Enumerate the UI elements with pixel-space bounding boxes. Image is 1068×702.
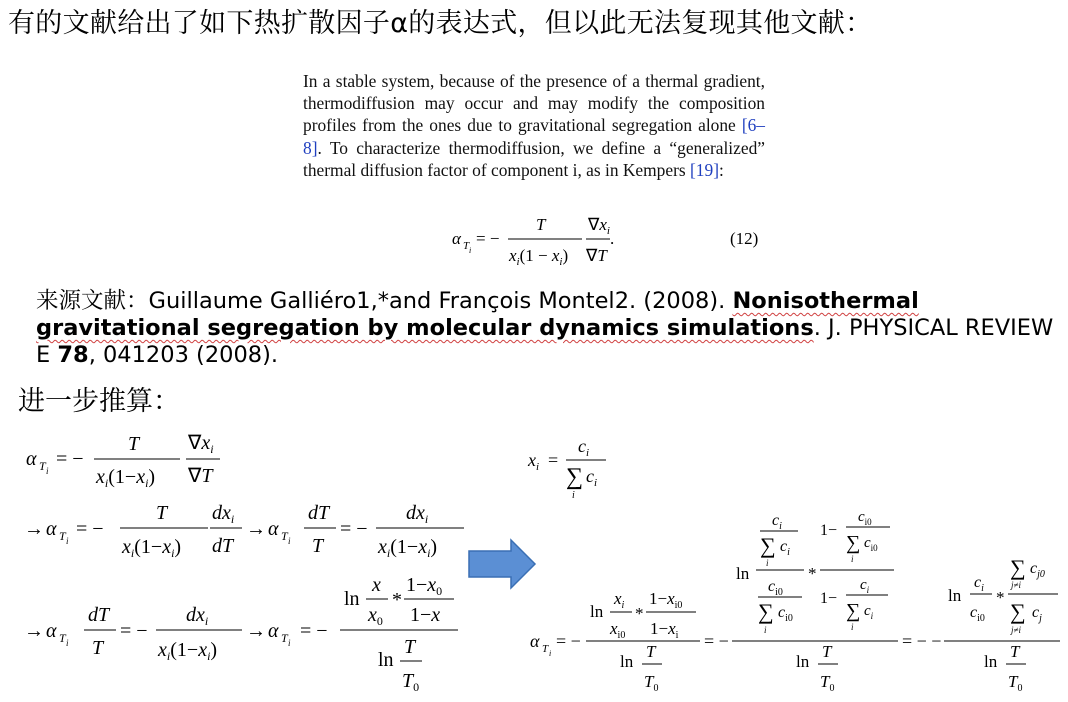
svg-text:ci0: $c_{i0}$	[768, 578, 783, 598]
svg-text:dT: dT	[88, 604, 110, 626]
svg-text:xi: $x_i$	[528, 450, 540, 473]
svg-text:dxi: $dx_i$	[186, 604, 209, 628]
source-article-title: Nonisothermal gravitational segregation by molecular dynamics simulations	[36, 288, 919, 341]
derivation-left-equations	[20, 425, 480, 697]
equation-number: (12)	[730, 229, 759, 248]
svg-text:→: →	[246, 518, 266, 540]
svg-text:= −: = −	[76, 518, 104, 540]
svg-text:i: i	[572, 490, 575, 501]
svg-text:xi(1−xi): $x_i(1-x_i)$	[122, 536, 182, 560]
svg-text:i: i	[764, 625, 767, 635]
equation-line-1	[26, 432, 220, 490]
svg-text:1−xi: $1-x_i$	[650, 619, 679, 641]
svg-text:i: i	[46, 466, 49, 476]
svg-text:T: T	[1010, 642, 1020, 661]
svg-text:T: T	[59, 529, 66, 543]
svg-text:T: T	[128, 433, 140, 455]
svg-text:→: →	[246, 620, 266, 642]
mole-fraction-definition	[526, 432, 626, 504]
svg-text:*: *	[996, 588, 1005, 607]
svg-text:α: α	[452, 229, 461, 248]
svg-text:i: i	[469, 246, 472, 255]
svg-text:T0: $T_0$	[644, 672, 659, 694]
svg-text:i: i	[851, 554, 854, 564]
svg-text:T: T	[312, 535, 324, 557]
source-journal: . J. PHYSICAL REVIEW E	[36, 315, 1054, 368]
svg-text:xi(1 − xi): $x_i(1 - x_i)$	[509, 246, 569, 268]
svg-text:ci0: $c_{i0}$	[970, 604, 985, 624]
svg-text:xi(1−xi): $x_i(1-x_i)$	[378, 536, 438, 560]
svg-text:ci: $c_i$	[974, 574, 984, 594]
svg-text:dxi: $dx_i$	[212, 502, 235, 526]
svg-text:= −: = −	[120, 620, 148, 642]
svg-text:ci: $c_i$	[586, 466, 598, 489]
svg-text:i: i	[288, 536, 291, 546]
svg-text:α: α	[46, 620, 57, 642]
svg-text:= −: = −	[556, 631, 581, 651]
svg-text:ln: ln	[378, 649, 394, 671]
svg-text:ln: ln	[984, 652, 998, 671]
svg-text:∑: ∑	[760, 533, 776, 558]
svg-text:T: T	[646, 642, 656, 661]
citation-link-6-8[interactable]: [6–8]	[303, 115, 765, 158]
svg-text:= −: = −	[300, 620, 328, 642]
source-reference	[36, 288, 1056, 369]
excerpt-text-2: . To characterize thermodiffusion, we define a “generalized” thermal diffusion factor of component i, as in Kempers	[303, 137, 765, 180]
svg-text:ln: ln	[948, 586, 962, 605]
excerpt-text-1: In a stable system, because of the presence of a thermal gradient, thermodiffusion may occur and may modify the composition profiles from the ones due to gravitational segregation alone	[303, 71, 765, 136]
svg-text:1−: 1−	[820, 590, 838, 607]
svg-text:T0: $T_0$	[1008, 672, 1023, 694]
svg-text:j≠i: j≠i	[1011, 580, 1021, 590]
svg-text:i: i	[851, 622, 854, 632]
svg-text:ln: ln	[796, 652, 810, 671]
source-volume: 78	[57, 342, 89, 368]
svg-text:T: T	[536, 215, 546, 234]
svg-text:i: i	[766, 558, 769, 568]
svg-text:1−: 1−	[820, 522, 838, 539]
svg-text:ci: $c_i$	[864, 603, 874, 621]
svg-text:∇xi: $\nabla x_i$	[588, 215, 610, 237]
svg-text:T: T	[463, 240, 470, 252]
svg-text:i: i	[66, 536, 69, 546]
svg-text:xi(1−xi): $x_i(1-x_i)$	[158, 639, 218, 663]
svg-text:→: →	[24, 620, 44, 642]
svg-text:= −: = −	[704, 631, 729, 651]
svg-text:∑: ∑	[846, 532, 861, 554]
svg-text:ln: ln	[344, 588, 360, 610]
svg-text:1−x: 1−x	[410, 604, 441, 626]
equation-line-3	[24, 574, 458, 694]
svg-text:= − −: = − −	[902, 631, 942, 651]
svg-text:T: T	[281, 529, 288, 543]
svg-text:cj0: $c_{j0}$	[1030, 560, 1045, 580]
svg-text:ln: ln	[590, 602, 604, 621]
svg-text:α: α	[530, 631, 540, 651]
equation-12	[452, 210, 770, 270]
svg-text:∑: ∑	[566, 464, 584, 490]
svg-text:ci: $c_i$	[780, 538, 790, 558]
svg-text:∇xi: $\nabla x_i$	[188, 432, 214, 456]
svg-text:∑: ∑	[1010, 555, 1026, 580]
svg-text:T: T	[156, 502, 168, 524]
svg-text:1−xi0: $1-x_{i0}$	[649, 589, 683, 611]
svg-text:dT: dT	[212, 535, 234, 557]
svg-text:ci0: $c_{i0}$	[864, 535, 878, 553]
svg-text:α: α	[268, 620, 279, 642]
svg-text:i: i	[549, 649, 552, 658]
svg-text:x0: $x_0$	[368, 604, 383, 628]
svg-text:=: =	[548, 450, 559, 470]
svg-text:.: .	[610, 229, 615, 248]
svg-text:dT: dT	[308, 502, 330, 524]
svg-text:i: i	[288, 638, 291, 648]
excerpt-text-3: :	[719, 159, 724, 180]
svg-text:∑: ∑	[846, 600, 861, 622]
svg-text:∇T: ∇T	[586, 246, 607, 265]
svg-text:T: T	[542, 643, 549, 655]
svg-text:ci0: $c_{i0}$	[778, 604, 793, 624]
svg-text:T: T	[39, 459, 46, 473]
svg-text:1−x0: $1-x_0$	[406, 574, 443, 598]
slide-title: 有的文献给出了如下热扩散因子α的表达式，但以此无法复现其他文献：	[8, 8, 873, 39]
svg-text:xi(1−xi): $x_i(1-x_i)$	[96, 466, 156, 490]
svg-text:∑: ∑	[1010, 599, 1026, 624]
svg-text:xi: $x_i$	[614, 589, 625, 611]
svg-text:∑: ∑	[758, 599, 774, 624]
source-label: 来源文献：	[36, 288, 149, 314]
svg-text:ci: $c_i$	[578, 436, 590, 459]
svg-text:α: α	[46, 518, 57, 540]
svg-text:T: T	[59, 631, 66, 645]
svg-text:T: T	[822, 642, 832, 661]
svg-text:dxi: $dx_i$	[406, 502, 429, 526]
svg-text:→: →	[24, 518, 44, 540]
svg-text:*: *	[635, 604, 644, 623]
svg-text:= −: = −	[340, 518, 368, 540]
svg-text:*: *	[808, 564, 817, 583]
svg-text:α: α	[26, 448, 37, 470]
equation-line-2	[24, 502, 464, 560]
svg-text:x: x	[372, 574, 381, 596]
svg-text:cj: $c_j$	[1032, 604, 1042, 624]
svg-text:T: T	[281, 631, 288, 645]
derivation-heading: 进一步推算：	[18, 386, 180, 417]
svg-text:T: T	[404, 636, 416, 658]
svg-text:i: i	[66, 638, 69, 648]
svg-text:ci0: $c_{i0}$	[858, 509, 872, 527]
svg-text:α: α	[268, 518, 279, 540]
paper-excerpt	[303, 70, 765, 181]
svg-text:T: T	[92, 637, 104, 659]
svg-text:∇T: ∇T	[188, 465, 213, 487]
svg-text:ci: $c_i$	[860, 577, 870, 595]
svg-text:= −: = −	[56, 448, 84, 470]
svg-text:T0: $T_0$	[820, 672, 835, 694]
svg-text:xi0: $x_{i0}$	[610, 619, 626, 641]
svg-text:j≠i: j≠i	[1011, 625, 1021, 635]
svg-text:ln: ln	[736, 564, 750, 583]
svg-text:ln: ln	[620, 652, 634, 671]
citation-link-19[interactable]: [19]	[690, 159, 719, 180]
svg-text:T0: $T_0$	[402, 670, 420, 694]
svg-text:ci: $c_i$	[772, 512, 782, 532]
derivation-right-equation	[528, 505, 1064, 700]
svg-text:= −: = −	[476, 229, 500, 248]
source-pages: , 041203 (2008).	[88, 342, 279, 368]
svg-text:*: *	[392, 589, 402, 611]
source-authors: Guillaume Galliéro1,*and François Montel2. (2008).	[148, 288, 733, 314]
